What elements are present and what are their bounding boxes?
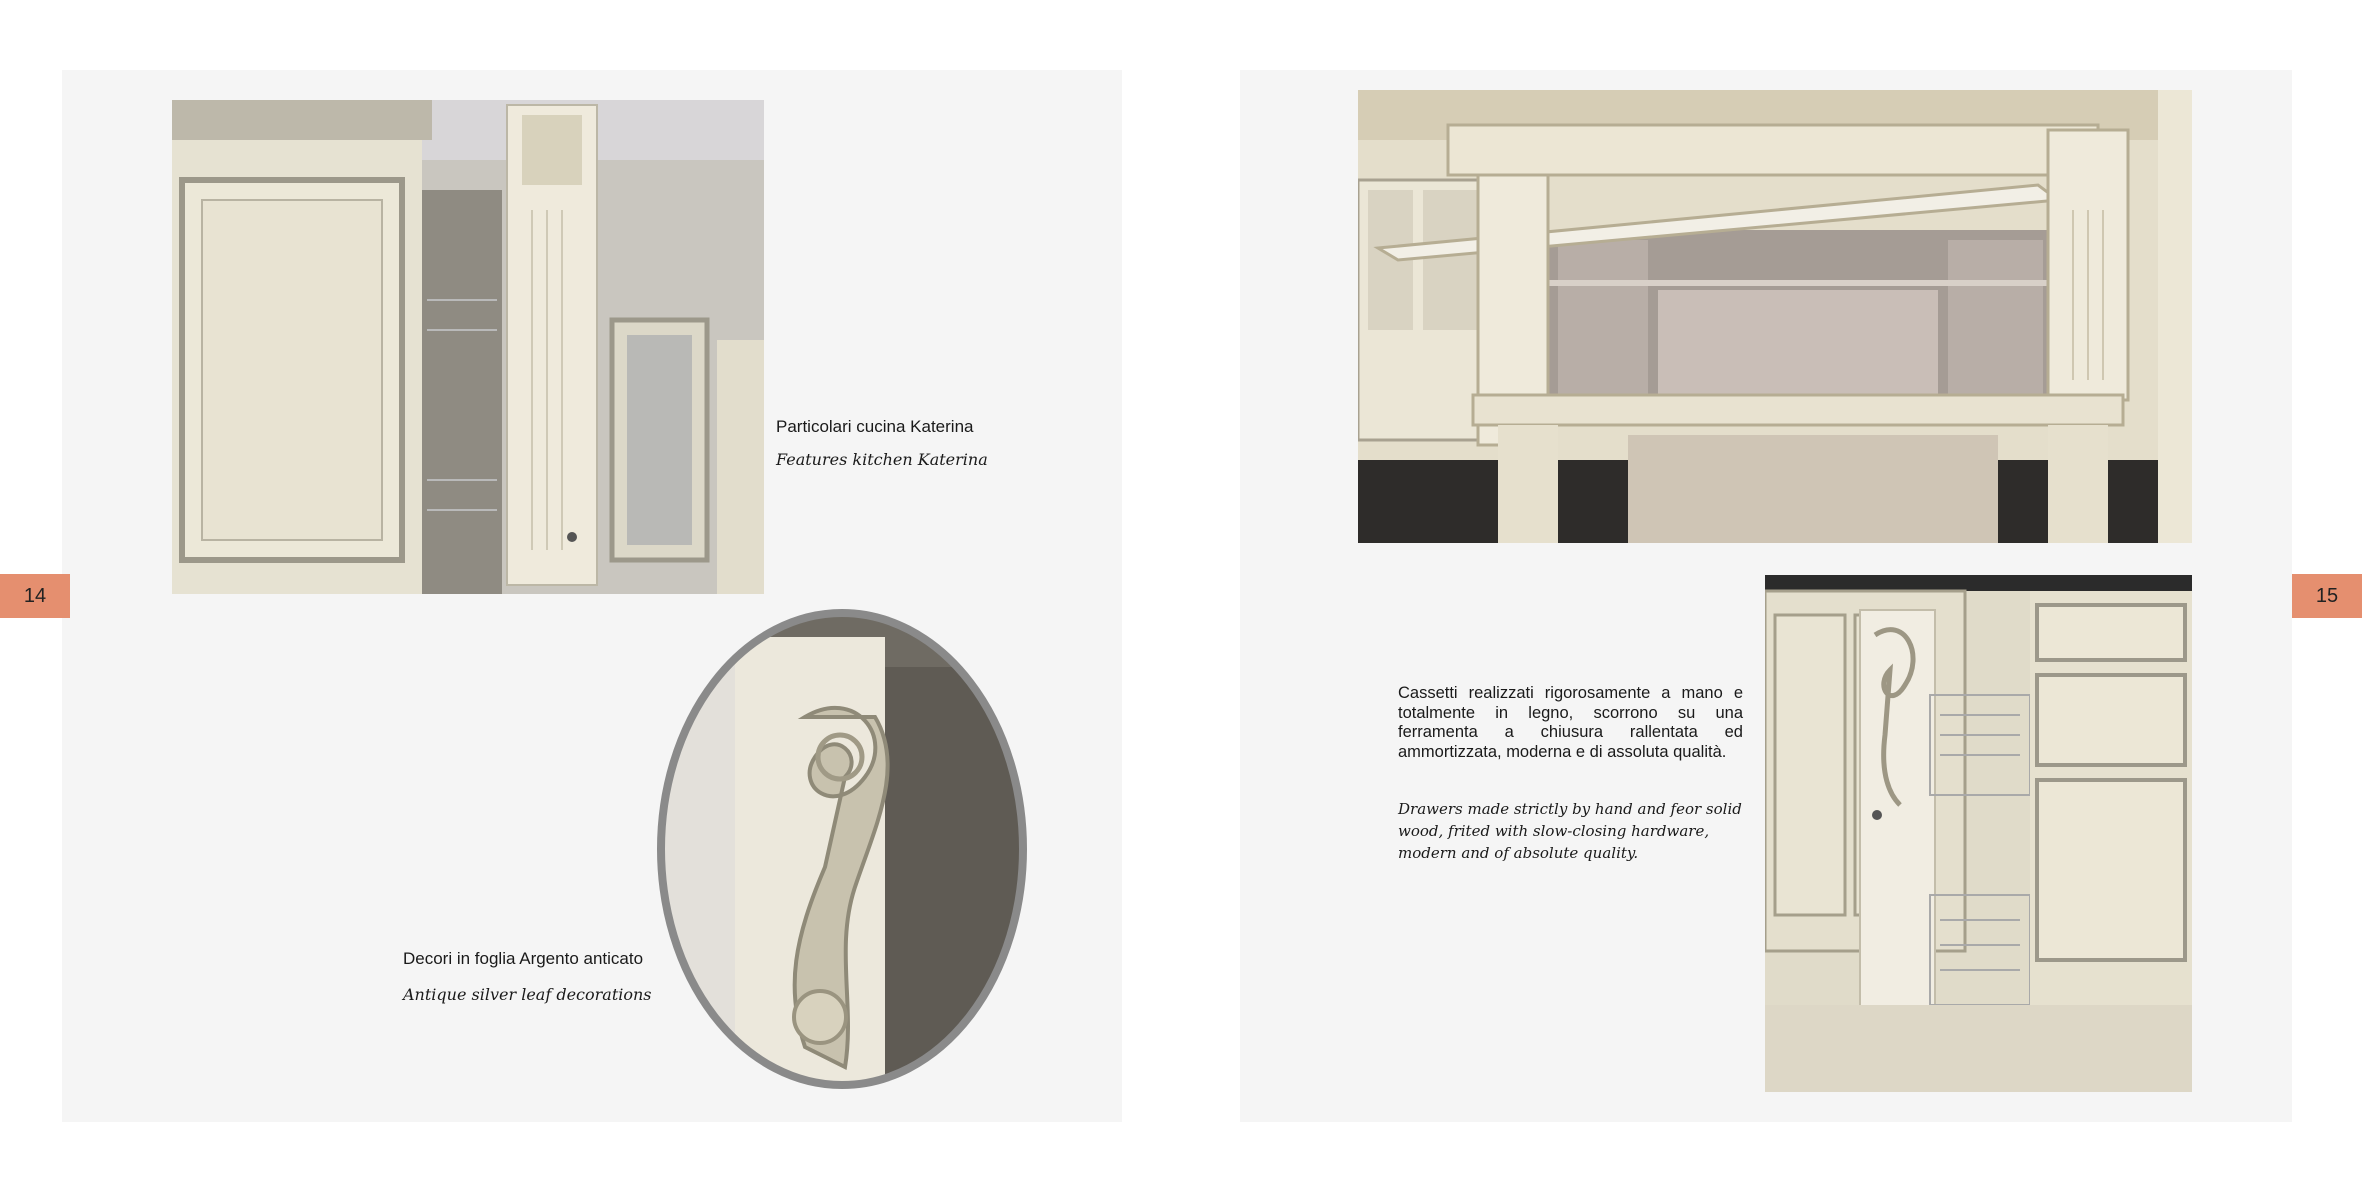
detail-caption-italian: Particolari cucina Katerina bbox=[776, 417, 974, 436]
decor-caption-english: Antique silver leaf decorations bbox=[403, 985, 652, 1004]
pull-out-drawer-photo bbox=[1765, 575, 2192, 1092]
silver-leaf-decor-photo bbox=[655, 607, 1029, 1091]
open-wall-cabinet-photo bbox=[1358, 90, 2192, 543]
decor-caption-italian: Decori in foglia Argento anticato bbox=[403, 949, 644, 968]
kitchen-detail-photo bbox=[172, 100, 764, 594]
detail-caption-english: Features kitchen Katerina bbox=[776, 450, 988, 469]
page-number-left: 14 bbox=[0, 574, 70, 618]
drawers-description-english: Drawers made strictly by hand and feor solid wood, frited with slow-closing hardware, modern and of absolute quality. bbox=[1398, 800, 1742, 862]
drawers-description-italian: Cassetti realizzati rigorosamente a mano e totalmente in legno, scorrono su una ferramenta a chiusura rallentata ed ammortizzata, moderna e di assoluta qualità. bbox=[1398, 684, 1743, 761]
page-number-right: 15 bbox=[2292, 574, 2362, 618]
